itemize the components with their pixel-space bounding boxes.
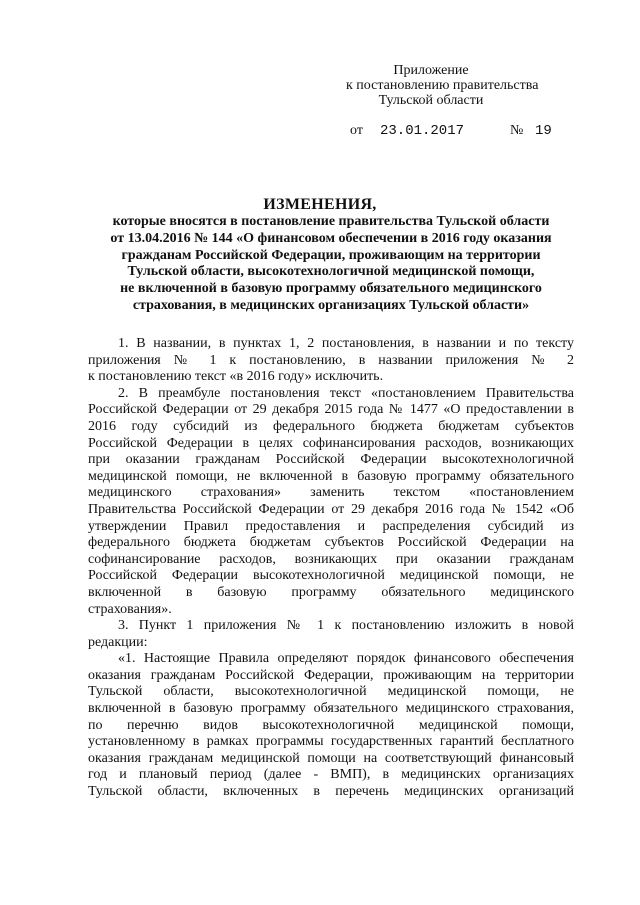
body-line: страхования».: [88, 601, 172, 617]
body-line: Российской Федерации высокотехнологичной медицинской помощи, не: [88, 568, 574, 584]
subtitle-line: страхования, в медицинских организациях Тульской области»: [132, 297, 530, 313]
subtitle-line: не включенной в базовую программу обязательного медицинского: [120, 281, 542, 297]
decree-date: 23.01.2017: [380, 123, 465, 139]
body-line: по перечню видов высокотехнологичной медицинской помощи,: [88, 717, 574, 733]
annex-block: [346, 63, 539, 108]
document-body: [88, 336, 574, 801]
date-from-label: от: [350, 123, 363, 138]
body-line: 1. В названии, в пунктах 1, 2 постановления, в названии и по тексту: [118, 336, 574, 351]
body-line: включенной в базовую программу обязательного медицинского страхования,: [88, 701, 574, 717]
body-line: медицинского страхования» заменить текстом «постановлением: [88, 485, 574, 501]
body-line: «1. Настоящие Правила определяют порядок финансового обеспечения: [118, 651, 574, 667]
body-line: оказания гражданам Российской Федерации, проживающим на территории: [88, 667, 574, 683]
decree-number-label: №: [510, 123, 524, 138]
body-line: 2. В преамбуле постановления текст «постановлением Правительства: [118, 385, 574, 401]
body-line: оказания гражданам медицинской помощи на соответствующий финансовый: [88, 750, 574, 766]
body-line: софинансирование расходов, возникающих при оказании гражданам: [88, 551, 574, 567]
body-line: Тульской области, включенных в перечень медицинских организаций: [88, 784, 574, 800]
body-line: утверждении Правил предоставления и распределения субсидий из: [88, 518, 574, 534]
body-line: Тульской области, высокотехнологичной медицинской помощи, не: [88, 684, 574, 700]
subtitle-line: от 13.04.2016 № 144 «О финансовом обеспечении в 2016 году оказания: [110, 230, 552, 246]
body-line: 2016 году субсидий из федерального бюджета бюджетам субъектов: [88, 418, 574, 434]
body-line: медицинской помощи, не включенной в базовую программу обязательного: [88, 468, 574, 484]
body-line: установленному в рамках программы государственных гарантий бесплатного: [88, 734, 574, 750]
body-line: Правительства Российской Федерации от 29 декабря 2016 года № 1542 «Об: [88, 501, 574, 517]
document-title: ИЗМЕНЕНИЯ,: [263, 196, 377, 213]
body-line: год и плановый период (далее - ВМП), в медицинских организациях: [88, 767, 574, 783]
subtitle-line: которые вносятся в постановление правительства Тульской области: [112, 214, 550, 229]
decree-number: 19: [535, 123, 552, 139]
annex-line-3: Тульской области: [378, 93, 484, 108]
body-line: включенной в базовую программу обязательного медицинского: [88, 584, 574, 600]
body-line: Российской Федерации в целях софинансирования расходов, возникающих: [88, 435, 574, 451]
document-subtitle: [88, 214, 574, 315]
body-line: редакции:: [88, 634, 148, 650]
body-line: приложения № 1 к постановлению, в названии приложения № 2: [88, 352, 574, 368]
body-line: к постановлению текст «в 2016 году» исключить.: [88, 369, 384, 385]
body-line: федерального бюджета бюджетам субъектов Российской Федерации на: [88, 535, 574, 551]
body-line: при оказании гражданам Российской Федерации высокотехнологичной: [88, 452, 574, 468]
annex-line-2: к постановлению правительства: [346, 78, 539, 93]
annex-line-1: Приложение: [393, 63, 469, 78]
subtitle-line: Тульской области, высокотехнологичной медицинской помощи,: [127, 264, 535, 280]
subtitle-line: гражданам Российской Федерации, проживающим на территории: [121, 247, 541, 263]
body-line: Российской Федерации от 29 декабря 2015 года № 1477 «О предоставлении в: [88, 402, 574, 418]
body-line: 3. Пункт 1 приложения № 1 к постановлению изложить в новой: [118, 618, 574, 634]
